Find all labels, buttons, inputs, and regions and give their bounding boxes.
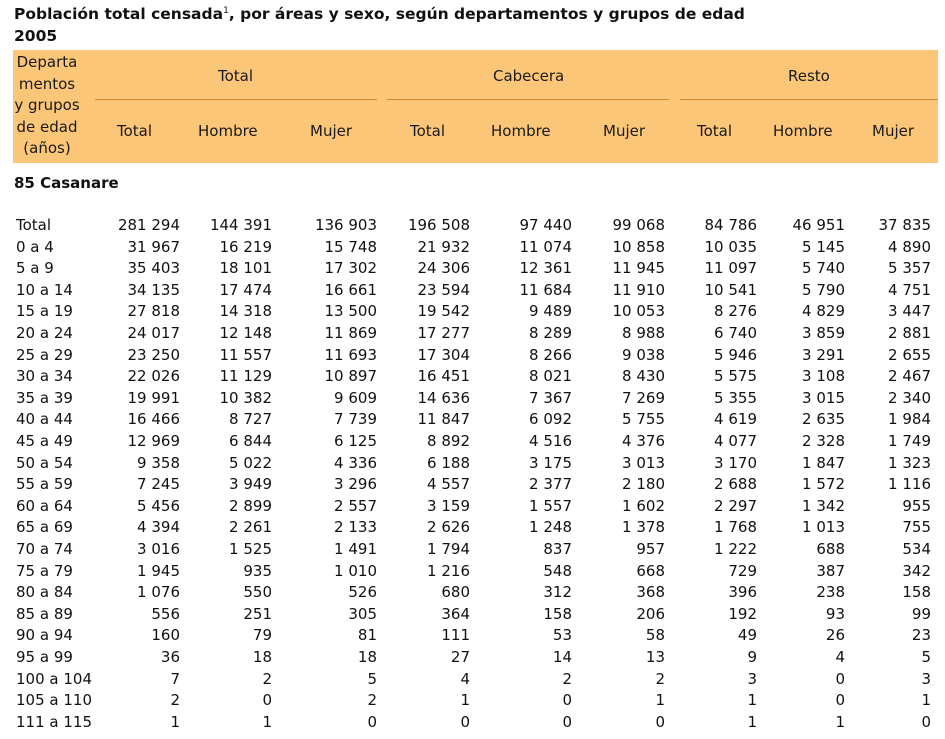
row-label: 75 a 79 (16, 561, 73, 580)
table-cell: 1 572 (802, 475, 845, 494)
table-cell: 1 794 (427, 540, 470, 558)
table-cell: 9 038 (622, 345, 665, 364)
table-cell: 8 892 (427, 432, 470, 450)
group-header-resto: Resto (788, 67, 830, 85)
table-row (0, 323, 945, 345)
table-cell: 0 (835, 691, 845, 710)
table-cell: 2 557 (334, 496, 377, 515)
table-cell: 688 (816, 540, 845, 558)
subheader-cabecera-total: Total (410, 122, 446, 140)
table-cell: 13 (645, 648, 665, 666)
table-title (14, 5, 745, 23)
table-cell: 2 881 (888, 324, 931, 342)
table-row (0, 345, 945, 367)
table-cell: 16 661 (324, 280, 377, 299)
table-cell: 97 440 (519, 216, 572, 234)
table-cell: 23 (911, 626, 931, 645)
table-cell: 2 340 (888, 388, 931, 407)
table-cell: 1 (747, 712, 757, 731)
table-cell: 99 068 (612, 216, 665, 234)
table-cell: 1 076 (137, 583, 180, 602)
row-label: 35 a 39 (16, 388, 73, 407)
table-cell: 1 984 (888, 410, 931, 429)
table-cell: 3 859 (802, 324, 845, 342)
table-year: 2005 (14, 27, 58, 45)
table-cell: 160 (151, 626, 180, 645)
table-cell: 2 (367, 691, 377, 710)
table-cell: 11 129 (219, 367, 272, 386)
table-cell: 14 (552, 648, 572, 666)
table-cell: 2 (262, 669, 272, 688)
table-cell: 251 (243, 604, 272, 623)
table-row (0, 625, 945, 647)
row-label: 70 a 74 (16, 540, 73, 558)
table-cell: 729 (728, 561, 757, 580)
title-footnote-marker: 1 (223, 6, 229, 16)
table-cell: 4 (460, 669, 470, 688)
table-cell: 5 740 (802, 259, 845, 278)
table-cell: 7 (170, 669, 180, 688)
table-cell: 550 (243, 583, 272, 602)
table-cell: 5 022 (229, 453, 272, 472)
table-cell: 99 (911, 604, 931, 623)
table-cell: 2 899 (229, 496, 272, 515)
table-cell: 12 148 (219, 324, 272, 342)
table-cell: 3 949 (229, 475, 272, 494)
table-cell: 2 688 (714, 475, 757, 494)
table-cell: 4 516 (529, 432, 572, 450)
table-cell: 680 (441, 583, 470, 602)
table-row (0, 496, 945, 518)
table-cell: 8 289 (529, 324, 572, 342)
table-cell: 34 135 (127, 280, 180, 299)
row-label: Total (16, 216, 52, 234)
table-cell: 238 (816, 583, 845, 602)
table-cell: 364 (441, 604, 470, 623)
subheader-resto-mujer: Mujer (872, 122, 915, 140)
table-cell: 935 (243, 561, 272, 580)
subheader-resto-hombre: Hombre (773, 122, 833, 140)
table-cell: 10 053 (612, 302, 665, 321)
table-row (0, 237, 945, 259)
table-cell: 1 847 (802, 453, 845, 472)
table-cell: 1 (747, 691, 757, 710)
table-cell: 3 296 (334, 475, 377, 494)
table-cell: 526 (348, 583, 377, 602)
table-cell: 26 (825, 626, 845, 645)
table-cell: 0 (367, 712, 377, 731)
table-cell: 342 (902, 561, 931, 580)
table-cell: 1 010 (334, 561, 377, 580)
table-cell: 755 (902, 518, 931, 537)
table-cell: 22 026 (127, 367, 180, 386)
table-cell: 3 170 (714, 453, 757, 472)
table-cell: 3 291 (802, 345, 845, 364)
table-cell: 81 (357, 626, 377, 645)
table-cell: 158 (902, 583, 931, 602)
table-cell: 206 (636, 604, 665, 623)
table-cell: 158 (543, 604, 572, 623)
table-row (0, 712, 945, 734)
table-cell: 10 541 (704, 280, 757, 299)
table-row (0, 215, 945, 237)
table-cell: 6 092 (529, 410, 572, 429)
table-header (13, 50, 938, 163)
table-cell: 8 430 (622, 367, 665, 386)
table-cell: 556 (151, 604, 180, 623)
table-cell: 2 626 (427, 518, 470, 537)
table-cell: 3 015 (802, 388, 845, 407)
table-cell: 2 261 (229, 518, 272, 537)
table-cell: 10 858 (612, 237, 665, 256)
row-label: 45 a 49 (16, 432, 73, 450)
title-text: Población total censada (14, 5, 224, 23)
table-cell: 9 (747, 648, 757, 666)
table-cell: 93 (825, 604, 845, 623)
table-cell: 46 951 (792, 216, 845, 234)
table-cell: 8 021 (529, 367, 572, 386)
subheader-cabecera-hombre: Hombre (491, 122, 551, 140)
table-cell: 4 751 (888, 280, 931, 299)
table-cell: 1 (921, 691, 931, 710)
table-cell: 1 491 (334, 540, 377, 558)
table-cell: 1 557 (529, 496, 572, 515)
table-cell: 144 391 (209, 216, 272, 234)
table-cell: 548 (543, 561, 572, 580)
table-cell: 36 (160, 648, 180, 666)
table-cell: 14 636 (417, 388, 470, 407)
row-label: 105 a 110 (16, 691, 92, 710)
table-cell: 5 (367, 669, 377, 688)
table-cell: 7 269 (622, 388, 665, 407)
row-label: 10 a 14 (16, 280, 73, 299)
table-cell: 1 (655, 691, 665, 710)
table-row (0, 301, 945, 323)
table-cell: 0 (655, 712, 665, 731)
row-label: 90 a 94 (16, 626, 73, 645)
row-label: 85 a 89 (16, 604, 73, 623)
table-cell: 0 (921, 712, 931, 731)
subheader-total-hombre: Hombre (198, 122, 258, 140)
table-cell: 58 (645, 626, 665, 645)
table-cell: 1 216 (427, 561, 470, 580)
table-cell: 4 336 (334, 453, 377, 472)
table-cell: 11 097 (704, 259, 757, 278)
table-cell: 11 869 (324, 324, 377, 342)
group-rule-cabecera (387, 99, 669, 100)
table-cell: 4 557 (427, 475, 470, 494)
table-cell: 0 (562, 691, 572, 710)
table-cell: 7 739 (334, 410, 377, 429)
table-cell: 11 847 (417, 410, 470, 429)
table-cell: 6 125 (334, 432, 377, 450)
table-cell: 3 447 (888, 302, 931, 321)
table-cell: 1 602 (622, 496, 665, 515)
row-label: 0 a 4 (16, 237, 54, 256)
table-cell: 5 575 (714, 367, 757, 386)
table-cell: 17 304 (417, 345, 470, 364)
table-cell: 1 (835, 712, 845, 731)
table-cell: 79 (252, 626, 272, 645)
table-cell: 2 (170, 691, 180, 710)
table-cell: 11 910 (612, 280, 665, 299)
table-cell: 3 159 (427, 496, 470, 515)
table-cell: 2 297 (714, 496, 757, 515)
table-cell: 4 376 (622, 432, 665, 450)
table-cell: 3 013 (622, 453, 665, 472)
table-cell: 3 175 (529, 453, 572, 472)
table-cell: 31 967 (127, 237, 180, 256)
table-cell: 2 377 (529, 475, 572, 494)
row-label: 65 a 69 (16, 518, 73, 537)
table-cell: 1 (460, 691, 470, 710)
table-cell: 2 (655, 669, 665, 688)
table-cell: 2 635 (802, 410, 845, 429)
table-cell: 19 542 (417, 302, 470, 321)
table-cell: 13 500 (324, 302, 377, 321)
table-cell: 4 829 (802, 302, 845, 321)
table-cell: 534 (902, 540, 931, 558)
table-cell: 0 (262, 691, 272, 710)
table-cell: 5 355 (714, 388, 757, 407)
table-cell: 4 619 (714, 410, 757, 429)
table-cell: 84 786 (704, 216, 757, 234)
table-cell: 3 108 (802, 367, 845, 386)
table-cell: 11 684 (519, 280, 572, 299)
table-row (0, 474, 945, 496)
table-cell: 15 748 (324, 237, 377, 256)
row-label: 50 a 54 (16, 453, 73, 472)
table-cell: 2 467 (888, 367, 931, 386)
table-cell: 23 594 (417, 280, 470, 299)
table-cell: 11 557 (219, 345, 272, 364)
table-cell: 0 (835, 669, 845, 688)
table-cell: 1 378 (622, 518, 665, 537)
table-cell: 1 323 (888, 453, 931, 472)
table-cell: 1 013 (802, 518, 845, 537)
table-cell: 0 (460, 712, 470, 731)
table-cell: 10 382 (219, 388, 272, 407)
table-row (0, 409, 945, 431)
table-cell: 957 (636, 540, 665, 558)
table-cell: 5 456 (137, 496, 180, 515)
table-cell: 12 969 (127, 432, 180, 450)
table-cell: 192 (728, 604, 757, 623)
section-title: 85 Casanare (14, 174, 119, 192)
table-cell: 9 489 (529, 302, 572, 321)
title-text-rest: , por áreas y sexo, según departamentos y grupos de edad (228, 5, 745, 23)
table-cell: 49 (737, 626, 757, 645)
group-header-total: Total (218, 67, 254, 85)
table-cell: 2 328 (802, 432, 845, 450)
table-cell: 6 740 (714, 324, 757, 342)
table-cell: 1 (170, 712, 180, 731)
table-cell: 16 451 (417, 367, 470, 386)
table-cell: 1 342 (802, 496, 845, 515)
table-cell: 11 945 (612, 259, 665, 278)
table-cell: 837 (543, 540, 572, 558)
table-cell: 23 250 (127, 345, 180, 364)
table-cell: 11 074 (519, 237, 572, 256)
table-row (0, 690, 945, 712)
table-row (0, 539, 945, 561)
table-cell: 368 (636, 583, 665, 602)
table-row (0, 453, 945, 475)
subheader-total-mujer: Mujer (310, 122, 353, 140)
table-cell: 27 (450, 648, 470, 666)
subheader-cabecera-mujer: Mujer (603, 122, 646, 140)
table-cell: 53 (552, 626, 572, 645)
table-cell: 7 245 (137, 475, 180, 494)
row-label: 60 a 64 (16, 496, 73, 515)
table-cell: 9 609 (334, 388, 377, 407)
subheader-total-total: Total (117, 122, 153, 140)
table-cell: 3 (921, 669, 931, 688)
table-cell: 18 (357, 648, 377, 666)
group-header-cabecera: Cabecera (493, 67, 565, 85)
table-cell: 196 508 (407, 216, 470, 234)
row-label: 100 a 104 (16, 669, 92, 688)
row-label: 55 a 59 (16, 475, 73, 494)
table-cell: 8 266 (529, 345, 572, 364)
table-cell: 1 525 (229, 540, 272, 558)
table-cell: 3 (747, 669, 757, 688)
table-cell: 1 749 (888, 432, 931, 450)
table-cell: 6 188 (427, 453, 470, 472)
table-cell: 4 890 (888, 237, 931, 256)
table-cell: 5 357 (888, 259, 931, 278)
table-row (0, 431, 945, 453)
table-cell: 1 945 (137, 561, 180, 580)
table-cell: 281 294 (117, 216, 180, 234)
table-cell: 5 946 (714, 345, 757, 364)
row-label: 40 a 44 (16, 410, 73, 429)
table-cell: 0 (562, 712, 572, 731)
row-label: 80 a 84 (16, 583, 73, 602)
table-cell: 18 101 (219, 259, 272, 278)
table-row (0, 258, 945, 280)
table-cell: 3 016 (137, 540, 180, 558)
table-cell: 5 755 (622, 410, 665, 429)
table-cell: 387 (816, 561, 845, 580)
table-cell: 35 403 (127, 259, 180, 278)
row-label: 111 a 115 (16, 712, 92, 731)
table-cell: 1 222 (714, 540, 757, 558)
table-cell: 136 903 (314, 216, 377, 234)
table-cell: 37 835 (878, 216, 931, 234)
table-cell: 1 248 (529, 518, 572, 537)
table-cell: 12 361 (519, 259, 572, 278)
table-cell: 10 897 (324, 367, 377, 386)
table-row (0, 280, 945, 302)
table-cell: 4 (835, 648, 845, 666)
row-label: 30 a 34 (16, 367, 73, 386)
table-cell: 8 727 (229, 410, 272, 429)
subheader-resto-total: Total (697, 122, 733, 140)
table-row (0, 647, 945, 669)
group-rule-resto (680, 99, 938, 100)
table-cell: 111 (441, 626, 470, 645)
table-cell: 8 988 (622, 324, 665, 342)
row-label: 20 a 24 (16, 324, 73, 342)
table-cell: 396 (728, 583, 757, 602)
table-cell: 8 276 (714, 302, 757, 321)
table-cell: 5 145 (802, 237, 845, 256)
table-row (0, 517, 945, 539)
row-header-label: Departa mentos y grupos de edad (años) (14, 53, 80, 157)
group-rule-total (95, 99, 377, 100)
table-cell: 16 219 (219, 237, 272, 256)
table-cell: 2 180 (622, 475, 665, 494)
table-cell: 305 (348, 604, 377, 623)
table-cell: 2 655 (888, 345, 931, 364)
table-cell: 5 790 (802, 280, 845, 299)
table-cell: 19 991 (127, 388, 180, 407)
table-cell: 14 318 (219, 302, 272, 321)
table-cell: 17 277 (417, 324, 470, 342)
table-cell: 16 466 (127, 410, 180, 429)
table-cell: 17 474 (219, 280, 272, 299)
table-cell: 1 (262, 712, 272, 731)
table-cell: 2 133 (334, 518, 377, 537)
table-row (0, 366, 945, 388)
table-cell: 21 932 (417, 237, 470, 256)
table-cell: 7 367 (529, 388, 572, 407)
table-cell: 24 306 (417, 259, 470, 278)
table-row (0, 582, 945, 604)
table-cell: 668 (636, 561, 665, 580)
table-row (0, 388, 945, 410)
row-label: 25 a 29 (16, 345, 73, 364)
table-row (0, 604, 945, 626)
table-cell: 27 818 (127, 302, 180, 321)
row-label: 15 a 19 (16, 302, 73, 321)
table-cell: 17 302 (324, 259, 377, 278)
table-cell: 955 (902, 496, 931, 515)
table-cell: 10 035 (704, 237, 757, 256)
table-cell: 5 (921, 648, 931, 666)
table-cell: 1 116 (888, 475, 931, 494)
table-cell: 24 017 (127, 324, 180, 342)
table-cell: 9 358 (137, 453, 180, 472)
table-cell: 6 844 (229, 432, 272, 450)
table-row (0, 561, 945, 583)
table-row (0, 669, 945, 691)
table-cell: 18 (252, 648, 272, 666)
table-cell: 4 394 (137, 518, 180, 537)
row-label: 5 a 9 (16, 259, 54, 278)
table-cell: 11 693 (324, 345, 377, 364)
table-cell: 2 (562, 669, 572, 688)
table-cell: 4 077 (714, 432, 757, 450)
table-cell: 1 768 (714, 518, 757, 537)
row-label: 95 a 99 (16, 648, 73, 666)
table-cell: 312 (543, 583, 572, 602)
